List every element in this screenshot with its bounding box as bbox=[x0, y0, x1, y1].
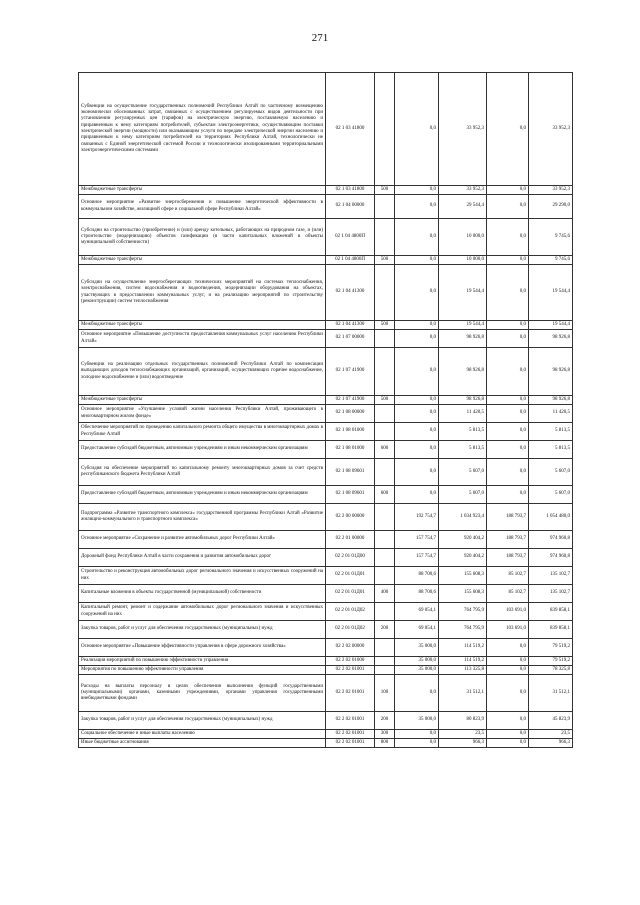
row-description: Основное мероприятие «Повышение эффективности управления в сфере дорожного хозяйства» bbox=[79, 639, 326, 657]
row-amount-4: 23,5 bbox=[529, 730, 573, 739]
table-row bbox=[79, 567, 573, 585]
row-amount-3: 0,0 bbox=[487, 330, 529, 348]
row-amount-1: 0,0 bbox=[395, 396, 439, 405]
row-amount-4: 135 102,7 bbox=[529, 585, 573, 603]
row-amount-3: 188 793,7 bbox=[487, 549, 529, 567]
row-amount-4: 5 813,5 bbox=[529, 423, 573, 441]
row-description: Основное мероприятие «Повышение доступности предоставления коммунальных услуг населению Республики Алтай» bbox=[79, 330, 326, 348]
table-row bbox=[79, 675, 573, 712]
row-amount-4: 31 512,1 bbox=[529, 675, 573, 712]
row-amount-4: 839 858,1 bbox=[529, 621, 573, 639]
row-amount-3: 0,0 bbox=[487, 321, 529, 330]
row-amount-4: 98 926,8 bbox=[529, 330, 573, 348]
row-target-code: 02 1 03 41800 bbox=[326, 186, 375, 195]
table-row bbox=[79, 730, 573, 739]
row-amount-3: 0,0 bbox=[487, 405, 529, 423]
row-amount-3: 188 793,7 bbox=[487, 531, 529, 549]
row-amount-1: 0,0 bbox=[395, 730, 439, 739]
row-expense-type bbox=[375, 567, 395, 585]
row-amount-3: 85 102,7 bbox=[487, 567, 529, 585]
row-expense-type: 400 bbox=[375, 585, 395, 603]
row-amount-4: 78 325,8 bbox=[529, 666, 573, 675]
row-description: Межбюджетные трансферты bbox=[79, 396, 326, 405]
row-amount-3: 103 691,0 bbox=[487, 621, 529, 639]
row-expense-type bbox=[375, 73, 395, 186]
row-expense-type bbox=[375, 639, 395, 657]
row-expense-type: 500 bbox=[375, 256, 395, 265]
page-number: 271 bbox=[311, 32, 329, 44]
table-row bbox=[79, 486, 573, 504]
row-amount-4: 11 420,5 bbox=[529, 405, 573, 423]
row-expense-type: 300 bbox=[375, 730, 395, 739]
row-description: Межбюджетные трансферты bbox=[79, 321, 326, 330]
row-description: Мероприятия по повышению эффективности управления bbox=[79, 666, 326, 675]
row-expense-type bbox=[375, 459, 395, 486]
row-expense-type bbox=[375, 195, 395, 219]
row-description: Основное мероприятие «Сохранение и развитие автомобильных дорог Республики Алтай» bbox=[79, 531, 326, 549]
budget-table bbox=[78, 72, 573, 748]
row-target-code: 02 2 01 01Д02 bbox=[326, 603, 375, 621]
row-amount-3: 85 102,7 bbox=[487, 585, 529, 603]
row-amount-1: 0,0 bbox=[395, 186, 439, 195]
row-amount-4: 98 926,8 bbox=[529, 396, 573, 405]
row-amount-4: 135 102,7 bbox=[529, 567, 573, 585]
row-target-code: 02 1 07 41900 bbox=[326, 348, 375, 396]
row-amount-3: 0,0 bbox=[487, 186, 529, 195]
row-amount-2: 113 325,8 bbox=[439, 666, 487, 675]
row-description: Закупка товаров, работ и услуг для обеспечения государственных (муниципальных) нужд bbox=[79, 621, 326, 639]
row-amount-4: 974 960,8 bbox=[529, 549, 573, 567]
row-description: Строительство и реконструкция автомобильных дорог регионального значения и искусственных сооружений на них bbox=[79, 567, 326, 585]
row-amount-4: 5 607,0 bbox=[529, 459, 573, 486]
table-row bbox=[79, 348, 573, 396]
row-amount-2: 10 000,0 bbox=[439, 219, 487, 256]
row-description: Субвенции на реализацию отдельных государственных полномочий Республики Алтай по компенсации выпадающих доходов теплоснабжающих организаций, организаций, осуществляющих горячее водоснабжение, холодное водоснабжение и (или) водоотведение bbox=[79, 348, 326, 396]
row-description: Капитальные вложения в объекты государственной (муниципальной) собственности bbox=[79, 585, 326, 603]
row-amount-3: 0,0 bbox=[487, 265, 529, 321]
row-amount-1: 35 000,0 bbox=[395, 639, 439, 657]
row-target-code: 02 1 04 4800П bbox=[326, 256, 375, 265]
row-amount-2: 1 034 923,4 bbox=[439, 504, 487, 531]
row-amount-3: 0,0 bbox=[487, 657, 529, 666]
row-expense-type bbox=[375, 265, 395, 321]
row-amount-4: 19 544,4 bbox=[529, 265, 573, 321]
row-amount-4: 1 054 480,0 bbox=[529, 504, 573, 531]
table-row bbox=[79, 712, 573, 730]
row-amount-3: 0,0 bbox=[487, 396, 529, 405]
row-amount-1: 69 054,1 bbox=[395, 603, 439, 621]
row-amount-4: 9 745,6 bbox=[529, 219, 573, 256]
row-amount-3: 0,0 bbox=[487, 256, 529, 265]
row-amount-1: 0,0 bbox=[395, 739, 439, 748]
row-target-code: 02 2 02 01001 bbox=[326, 666, 375, 675]
row-description: Закупка товаров, работ и услуг для обеспечения государственных (муниципальных) нужд bbox=[79, 712, 326, 730]
row-description: Расходы на выплаты персоналу в целях обеспечения выполнения функций государственными (муниципальными) органами, казенными учреждениями, органами управления государственными внебюджетными фондами bbox=[79, 675, 326, 712]
row-target-code: 02 2 02 01001 bbox=[326, 675, 375, 712]
row-expense-type: 500 bbox=[375, 396, 395, 405]
row-expense-type bbox=[375, 666, 395, 675]
row-amount-2: 29 544,4 bbox=[439, 195, 487, 219]
table-row bbox=[79, 531, 573, 549]
row-amount-2: 19 544,4 bbox=[439, 265, 487, 321]
row-target-code: 02 1 04 41300 bbox=[326, 321, 375, 330]
row-amount-1: 0,0 bbox=[395, 256, 439, 265]
table-row bbox=[79, 423, 573, 441]
row-amount-3: 0,0 bbox=[487, 441, 529, 459]
table-row bbox=[79, 603, 573, 621]
row-expense-type: 500 bbox=[375, 186, 395, 195]
row-amount-4: 839 858,1 bbox=[529, 603, 573, 621]
row-amount-2: 764 795,9 bbox=[439, 621, 487, 639]
row-expense-type bbox=[375, 603, 395, 621]
row-amount-3: 0,0 bbox=[487, 195, 529, 219]
row-expense-type bbox=[375, 549, 395, 567]
row-amount-2: 155 608,3 bbox=[439, 585, 487, 603]
table-row bbox=[79, 657, 573, 666]
row-expense-type bbox=[375, 348, 395, 396]
table-row bbox=[79, 330, 573, 348]
row-amount-4: 98 926,8 bbox=[529, 348, 573, 396]
row-target-code: 02 2 01 00000 bbox=[326, 531, 375, 549]
table-row bbox=[79, 459, 573, 486]
row-description: Основное мероприятие «Развитие энергосбережения и повышение энергетической эффективности в коммунальном хозяйстве, жилищной сфере и социальной сфере Республики Алтай» bbox=[79, 195, 326, 219]
row-amount-1: 0,0 bbox=[395, 459, 439, 486]
row-amount-2: 80 823,9 bbox=[439, 712, 487, 730]
row-amount-4: 974 960,8 bbox=[529, 531, 573, 549]
row-amount-2: 5 607,0 bbox=[439, 459, 487, 486]
row-expense-type: 200 bbox=[375, 621, 395, 639]
row-amount-3: 0,0 bbox=[487, 459, 529, 486]
table-row bbox=[79, 321, 573, 330]
row-amount-2: 31 512,1 bbox=[439, 675, 487, 712]
row-description: Основное мероприятие «Улучшение условий жизни населения Республики Алтай, проживающего в многоквартирном жилом фонде» bbox=[79, 405, 326, 423]
row-target-code: 02 1 08 09601 bbox=[326, 486, 375, 504]
row-target-code: 02 2 01 01Д02 bbox=[326, 621, 375, 639]
row-target-code: 02 2 02 01001 bbox=[326, 712, 375, 730]
row-target-code: 02 1 08 00000 bbox=[326, 405, 375, 423]
row-amount-1: 88 700,6 bbox=[395, 585, 439, 603]
row-amount-1: 157 754,7 bbox=[395, 531, 439, 549]
table-row bbox=[79, 621, 573, 639]
row-amount-3: 0,0 bbox=[487, 712, 529, 730]
table-row bbox=[79, 405, 573, 423]
table-row bbox=[79, 639, 573, 657]
row-amount-4: 29 290,0 bbox=[529, 195, 573, 219]
row-target-code: 02 2 02 01000 bbox=[326, 657, 375, 666]
row-target-code: 02 1 08 01000 bbox=[326, 423, 375, 441]
row-amount-3: 0,0 bbox=[487, 219, 529, 256]
row-target-code: 02 1 04 4800П bbox=[326, 219, 375, 256]
row-amount-2: 114 519,2 bbox=[439, 657, 487, 666]
row-amount-4: 33 952,3 bbox=[529, 186, 573, 195]
row-amount-1: 0,0 bbox=[395, 195, 439, 219]
row-amount-2: 33 952,3 bbox=[439, 73, 487, 186]
row-target-code: 02 1 04 00000 bbox=[326, 195, 375, 219]
row-amount-2: 23,5 bbox=[439, 730, 487, 739]
row-amount-2: 155 608,3 bbox=[439, 567, 487, 585]
row-description: Предоставление субсидий бюджетным, автономным учреждениям и иным некоммерческим организациям bbox=[79, 486, 326, 504]
row-description: Предоставление субсидий бюджетным, автономным учреждениям и иным некоммерческим организациям bbox=[79, 441, 326, 459]
row-amount-1: 0,0 bbox=[395, 405, 439, 423]
row-amount-2: 98 926,8 bbox=[439, 330, 487, 348]
row-description: Субсидии на осуществление энергосберегающих технических мероприятий на системах теплоснабжения, электроснабжения, систем водоснабжения и водоотведения, модернизации оборудования на объектах, участвующих в предоставлении коммунальных услуг, и на реализацию мероприятий по строительству (реконструкции) систем теплоснабжения bbox=[79, 265, 326, 321]
row-amount-1: 0,0 bbox=[395, 441, 439, 459]
table-row bbox=[79, 195, 573, 219]
row-expense-type: 600 bbox=[375, 486, 395, 504]
row-amount-2: 5 607,0 bbox=[439, 486, 487, 504]
row-amount-1: 88 700,6 bbox=[395, 567, 439, 585]
row-amount-4: 5 813,5 bbox=[529, 441, 573, 459]
row-amount-1: 35 000,0 bbox=[395, 657, 439, 666]
row-amount-4: 33 952,3 bbox=[529, 73, 573, 186]
row-amount-2: 920 404,2 bbox=[439, 549, 487, 567]
table-row bbox=[79, 585, 573, 603]
row-description: Обеспечение мероприятий по проведению капитального ремонта общего имущества в многоквартирных домах в Республике Алтай bbox=[79, 423, 326, 441]
row-target-code: 02 2 02 01001 bbox=[326, 739, 375, 748]
table-row bbox=[79, 504, 573, 531]
row-amount-1: 35 000,0 bbox=[395, 666, 439, 675]
row-expense-type bbox=[375, 330, 395, 348]
table-row bbox=[79, 396, 573, 405]
table-row bbox=[79, 256, 573, 265]
row-expense-type: 600 bbox=[375, 441, 395, 459]
row-expense-type bbox=[375, 504, 395, 531]
row-description: Иные бюджетные ассигнования bbox=[79, 739, 326, 748]
row-target-code: 02 2 01 01Д00 bbox=[326, 549, 375, 567]
table-row bbox=[79, 186, 573, 195]
row-amount-2: 98 926,8 bbox=[439, 348, 487, 396]
row-expense-type bbox=[375, 657, 395, 666]
row-target-code: 02 2 01 01Д01 bbox=[326, 567, 375, 585]
row-expense-type bbox=[375, 423, 395, 441]
row-amount-2: 19 544,4 bbox=[439, 321, 487, 330]
row-amount-1: 0,0 bbox=[395, 321, 439, 330]
table-row bbox=[79, 219, 573, 256]
row-amount-3: 103 691,0 bbox=[487, 603, 529, 621]
table-row bbox=[79, 265, 573, 321]
row-amount-1: 192 754,7 bbox=[395, 504, 439, 531]
row-target-code: 02 2 00 00000 bbox=[326, 504, 375, 531]
row-amount-2: 764 795,9 bbox=[439, 603, 487, 621]
row-amount-3: 0,0 bbox=[487, 739, 529, 748]
row-amount-3: 0,0 bbox=[487, 639, 529, 657]
row-description: Реализация мероприятий по повышению эффективности управления bbox=[79, 657, 326, 666]
row-amount-1: 157 754,7 bbox=[395, 549, 439, 567]
row-amount-1: 0,0 bbox=[395, 219, 439, 256]
row-amount-4: 19 544,4 bbox=[529, 321, 573, 330]
row-amount-3: 0,0 bbox=[487, 423, 529, 441]
row-description: Субвенции на осуществление государственных полномочий Республики Алтай по частичному возмещению экономически обоснованных затрат, связанных с осуществлением регулируемых видов деятельности при установлении регулируемых цен (тарифов) на электрическую энергию, поставляемую населению и приравненным к нему категориям потребителей, субъектам электроэнергетики, осуществляющим поставки электрической энергии (мощности) или оказывающим услуги по передаче электрической энергии населению и приравненным к нему категориям потребителей на территориях Республики Алтай, технологически не связанных с Единой энергетической системой России и технологически изолированными территориальными электроэнергетическими системами bbox=[79, 73, 326, 186]
row-target-code: 02 1 07 00000 bbox=[326, 330, 375, 348]
row-amount-1: 0,0 bbox=[395, 265, 439, 321]
row-target-code: 02 2 01 01Д01 bbox=[326, 585, 375, 603]
row-target-code: 02 1 08 01000 bbox=[326, 441, 375, 459]
row-amount-3: 0,0 bbox=[487, 666, 529, 675]
row-amount-1: 0,0 bbox=[395, 423, 439, 441]
row-amount-3: 0,0 bbox=[487, 730, 529, 739]
row-amount-1: 0,0 bbox=[395, 348, 439, 396]
table-row bbox=[79, 666, 573, 675]
row-expense-type: 100 bbox=[375, 675, 395, 712]
row-amount-4: 9 745,6 bbox=[529, 256, 573, 265]
row-amount-1: 0,0 bbox=[395, 330, 439, 348]
row-amount-2: 966,3 bbox=[439, 739, 487, 748]
row-description: Социальное обеспечение и иные выплаты населению bbox=[79, 730, 326, 739]
row-amount-1: 35 000,0 bbox=[395, 712, 439, 730]
row-amount-3: 188 793,7 bbox=[487, 504, 529, 531]
row-amount-3: 0,0 bbox=[487, 675, 529, 712]
row-target-code: 02 1 04 41300 bbox=[326, 265, 375, 321]
row-expense-type: 200 bbox=[375, 712, 395, 730]
row-amount-1: 0,0 bbox=[395, 486, 439, 504]
row-target-code: 02 1 07 41900 bbox=[326, 396, 375, 405]
row-amount-3: 0,0 bbox=[487, 73, 529, 186]
row-amount-2: 5 813,5 bbox=[439, 423, 487, 441]
row-amount-2: 11 420,5 bbox=[439, 405, 487, 423]
row-amount-2: 98 926,8 bbox=[439, 396, 487, 405]
row-amount-1: 69 054,1 bbox=[395, 621, 439, 639]
table-row bbox=[79, 441, 573, 459]
table-row bbox=[79, 73, 573, 186]
row-expense-type: 500 bbox=[375, 321, 395, 330]
row-target-code: 02 2 02 00000 bbox=[326, 639, 375, 657]
row-amount-3: 0,0 bbox=[487, 348, 529, 396]
row-expense-type bbox=[375, 531, 395, 549]
row-amount-2: 114 519,2 bbox=[439, 639, 487, 657]
row-amount-2: 5 813,5 bbox=[439, 441, 487, 459]
row-amount-4: 79 519,2 bbox=[529, 639, 573, 657]
row-amount-4: 79 519,2 bbox=[529, 657, 573, 666]
row-amount-3: 0,0 bbox=[487, 486, 529, 504]
row-description: Подпрограмма «Развитие транспортного комплекса» государственной программы Республики Алтай «Развитие жилищно-коммунального и транспортного комплекса» bbox=[79, 504, 326, 531]
row-amount-2: 10 000,0 bbox=[439, 256, 487, 265]
row-description: Субсидии на строительство (приобретение) и (или) аренду котельных, работающих на природном газе, и (или) строительство (модернизацию) объектов газификации (в части капитальных вложений в объекты муниципальной собственности) bbox=[79, 219, 326, 256]
table-row bbox=[79, 739, 573, 748]
row-target-code: 02 1 03 41800 bbox=[326, 73, 375, 186]
row-target-code: 02 1 08 09601 bbox=[326, 459, 375, 486]
row-amount-4: 966,3 bbox=[529, 739, 573, 748]
budget-table-body bbox=[79, 73, 573, 748]
row-amount-4: 5 607,0 bbox=[529, 486, 573, 504]
row-amount-4: 45 823,9 bbox=[529, 712, 573, 730]
row-amount-2: 33 952,3 bbox=[439, 186, 487, 195]
row-expense-type bbox=[375, 405, 395, 423]
row-expense-type bbox=[375, 219, 395, 256]
table-row bbox=[79, 549, 573, 567]
row-description: Межбюджетные трансферты bbox=[79, 186, 326, 195]
row-description: Субсидия на обеспечение мероприятий по капитальному ремонту многоквартирных домов за счет средств республиканского бюджета Республики Алтай bbox=[79, 459, 326, 486]
row-amount-1: 0,0 bbox=[395, 675, 439, 712]
row-expense-type: 800 bbox=[375, 739, 395, 748]
row-description: Капитальный ремонт, ремонт и содержание автомобильных дорог регионального значения и искусственных сооружений на них bbox=[79, 603, 326, 621]
row-target-code: 02 2 02 01001 bbox=[326, 730, 375, 739]
row-description: Межбюджетные трансферты bbox=[79, 256, 326, 265]
row-description: Дорожный фонд Республики Алтай в части сохранения и развития автомобильных дорог bbox=[79, 549, 326, 567]
row-amount-2: 920 404,2 bbox=[439, 531, 487, 549]
row-amount-1: 0,0 bbox=[395, 73, 439, 186]
